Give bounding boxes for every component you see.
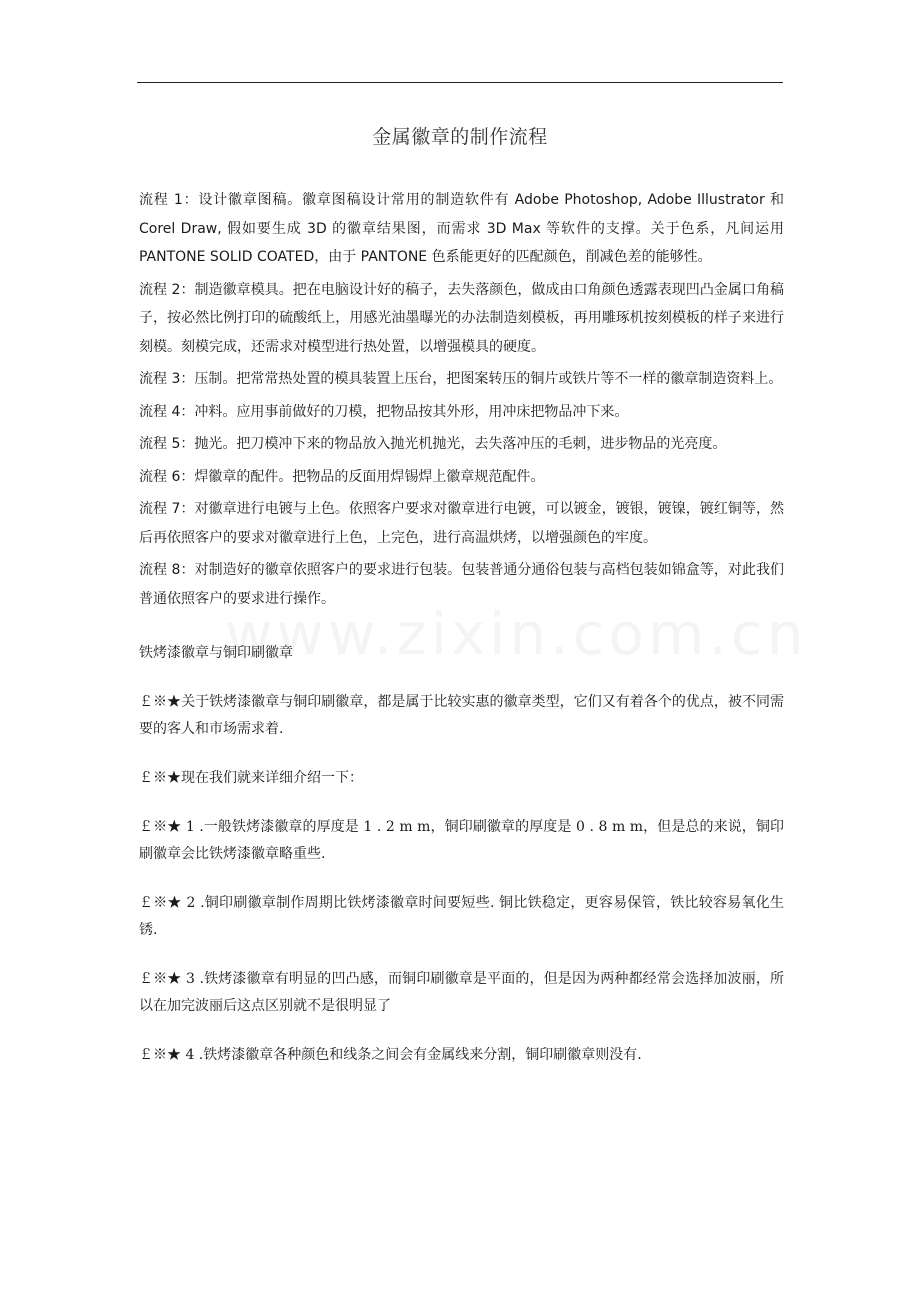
note-paragraph: ￡※★ 3 .铁烤漆徽章有明显的凹凸感，而铜印刷徽章是平面的，但是因为两种都经常会选择加波丽，所以在加完波丽后这点区别就不是很明显了: [139, 971, 784, 1014]
step-paragraph: 流程 5：抛光。把刀模冲下来的物品放入抛光机抛光，去失落冲压的毛刺，进步物品的光亮度。: [139, 436, 727, 452]
step-paragraph: 流程 8：对制造好的徽章依照客户的要求进行包装。包装普通分通俗包装与高档包装如锦盒等，对此我们普通依照客户的要求进行操作。: [139, 562, 784, 607]
step-paragraph: 流程 3：压制。把常常热处置的模具装置上压台，把图案转压的铜片或铁片等不一样的徽章制造资料上。: [139, 371, 783, 387]
document-title: 金属徽章的制作流程: [372, 126, 548, 148]
document-body: [139, 186, 784, 1091]
note-paragraph: ￡※★ 2 .铜印刷徽章制作周期比铁烤漆徽章时间要短些. 铜比铁稳定，更容易保管，铁比较容易氧化生锈.: [139, 895, 784, 938]
step-paragraph: 流程 1：设计徽章图稿。徽章图稿设计常用的制造软件有 Adobe Photoshop, Adobe Illustrator 和 Corel Draw, 假如要生成 3D 的徽章结果图，而需求 3D Max 等软件的支撑。关于色系，凡间运用 PANTONE SOLID COATED，由于 PANTONE 色系能更好的匹配颜色，削减色差的能够性。: [139, 192, 784, 265]
note-paragraph: ￡※★ 1 .一般铁烤漆徽章的厚度是 1 . 2 m m，铜印刷徽章的厚度是 0 . 8 m m，但是总的来说，铜印刷徽章会比铁烤漆徽章略重些.: [139, 819, 784, 862]
step-paragraph: 流程 4：冲料。应用事前做好的刀模，把物品按其外形，用冲床把物品冲下来。: [139, 403, 629, 420]
step-paragraph: 流程 2：制造徽章模具。把在电脑设计好的稿子，去失落颜色，做成由口角颜色透露表现凹凸金属口角稿子，按必然比例打印的硫酸纸上，用感光油墨曝光的办法制造刻模板，再用雕琢机按刻模板的样子来进行刻模。刻模完成，还需求对模型进行热处置，以增强模具的硬度。: [139, 281, 784, 355]
step-paragraph: 流程 7：对徽章进行电镀与上色。依照客户要求对徽章进行电镀，可以镀金，镀银，镀镍，镀红铜等，然后再依照客户的要求对徽章进行上色，上完色，进行高温烘烤，以增强颜色的牢度。: [139, 501, 784, 546]
note-paragraph: ￡※★ 4 .铁烤漆徽章各种颜色和线条之间会有金属线来分割，铜印刷徽章则没有.: [139, 1047, 642, 1063]
note-paragraph: ￡※★关于铁烤漆徽章与铜印刷徽章，都是属于比较实惠的徽章类型，它们又有着各个的优点，被不同需要的客人和市场需求着.: [139, 694, 784, 737]
note-paragraph: ￡※★现在我们就来详细介绍一下：: [139, 770, 363, 786]
step-paragraph: 流程 6：焊徽章的配件。把物品的反面用焊锡焊上徽章规范配件。: [139, 468, 545, 485]
header-rule: [137, 82, 783, 83]
section-heading: 铁烤漆徽章与铜印刷徽章: [139, 645, 293, 661]
